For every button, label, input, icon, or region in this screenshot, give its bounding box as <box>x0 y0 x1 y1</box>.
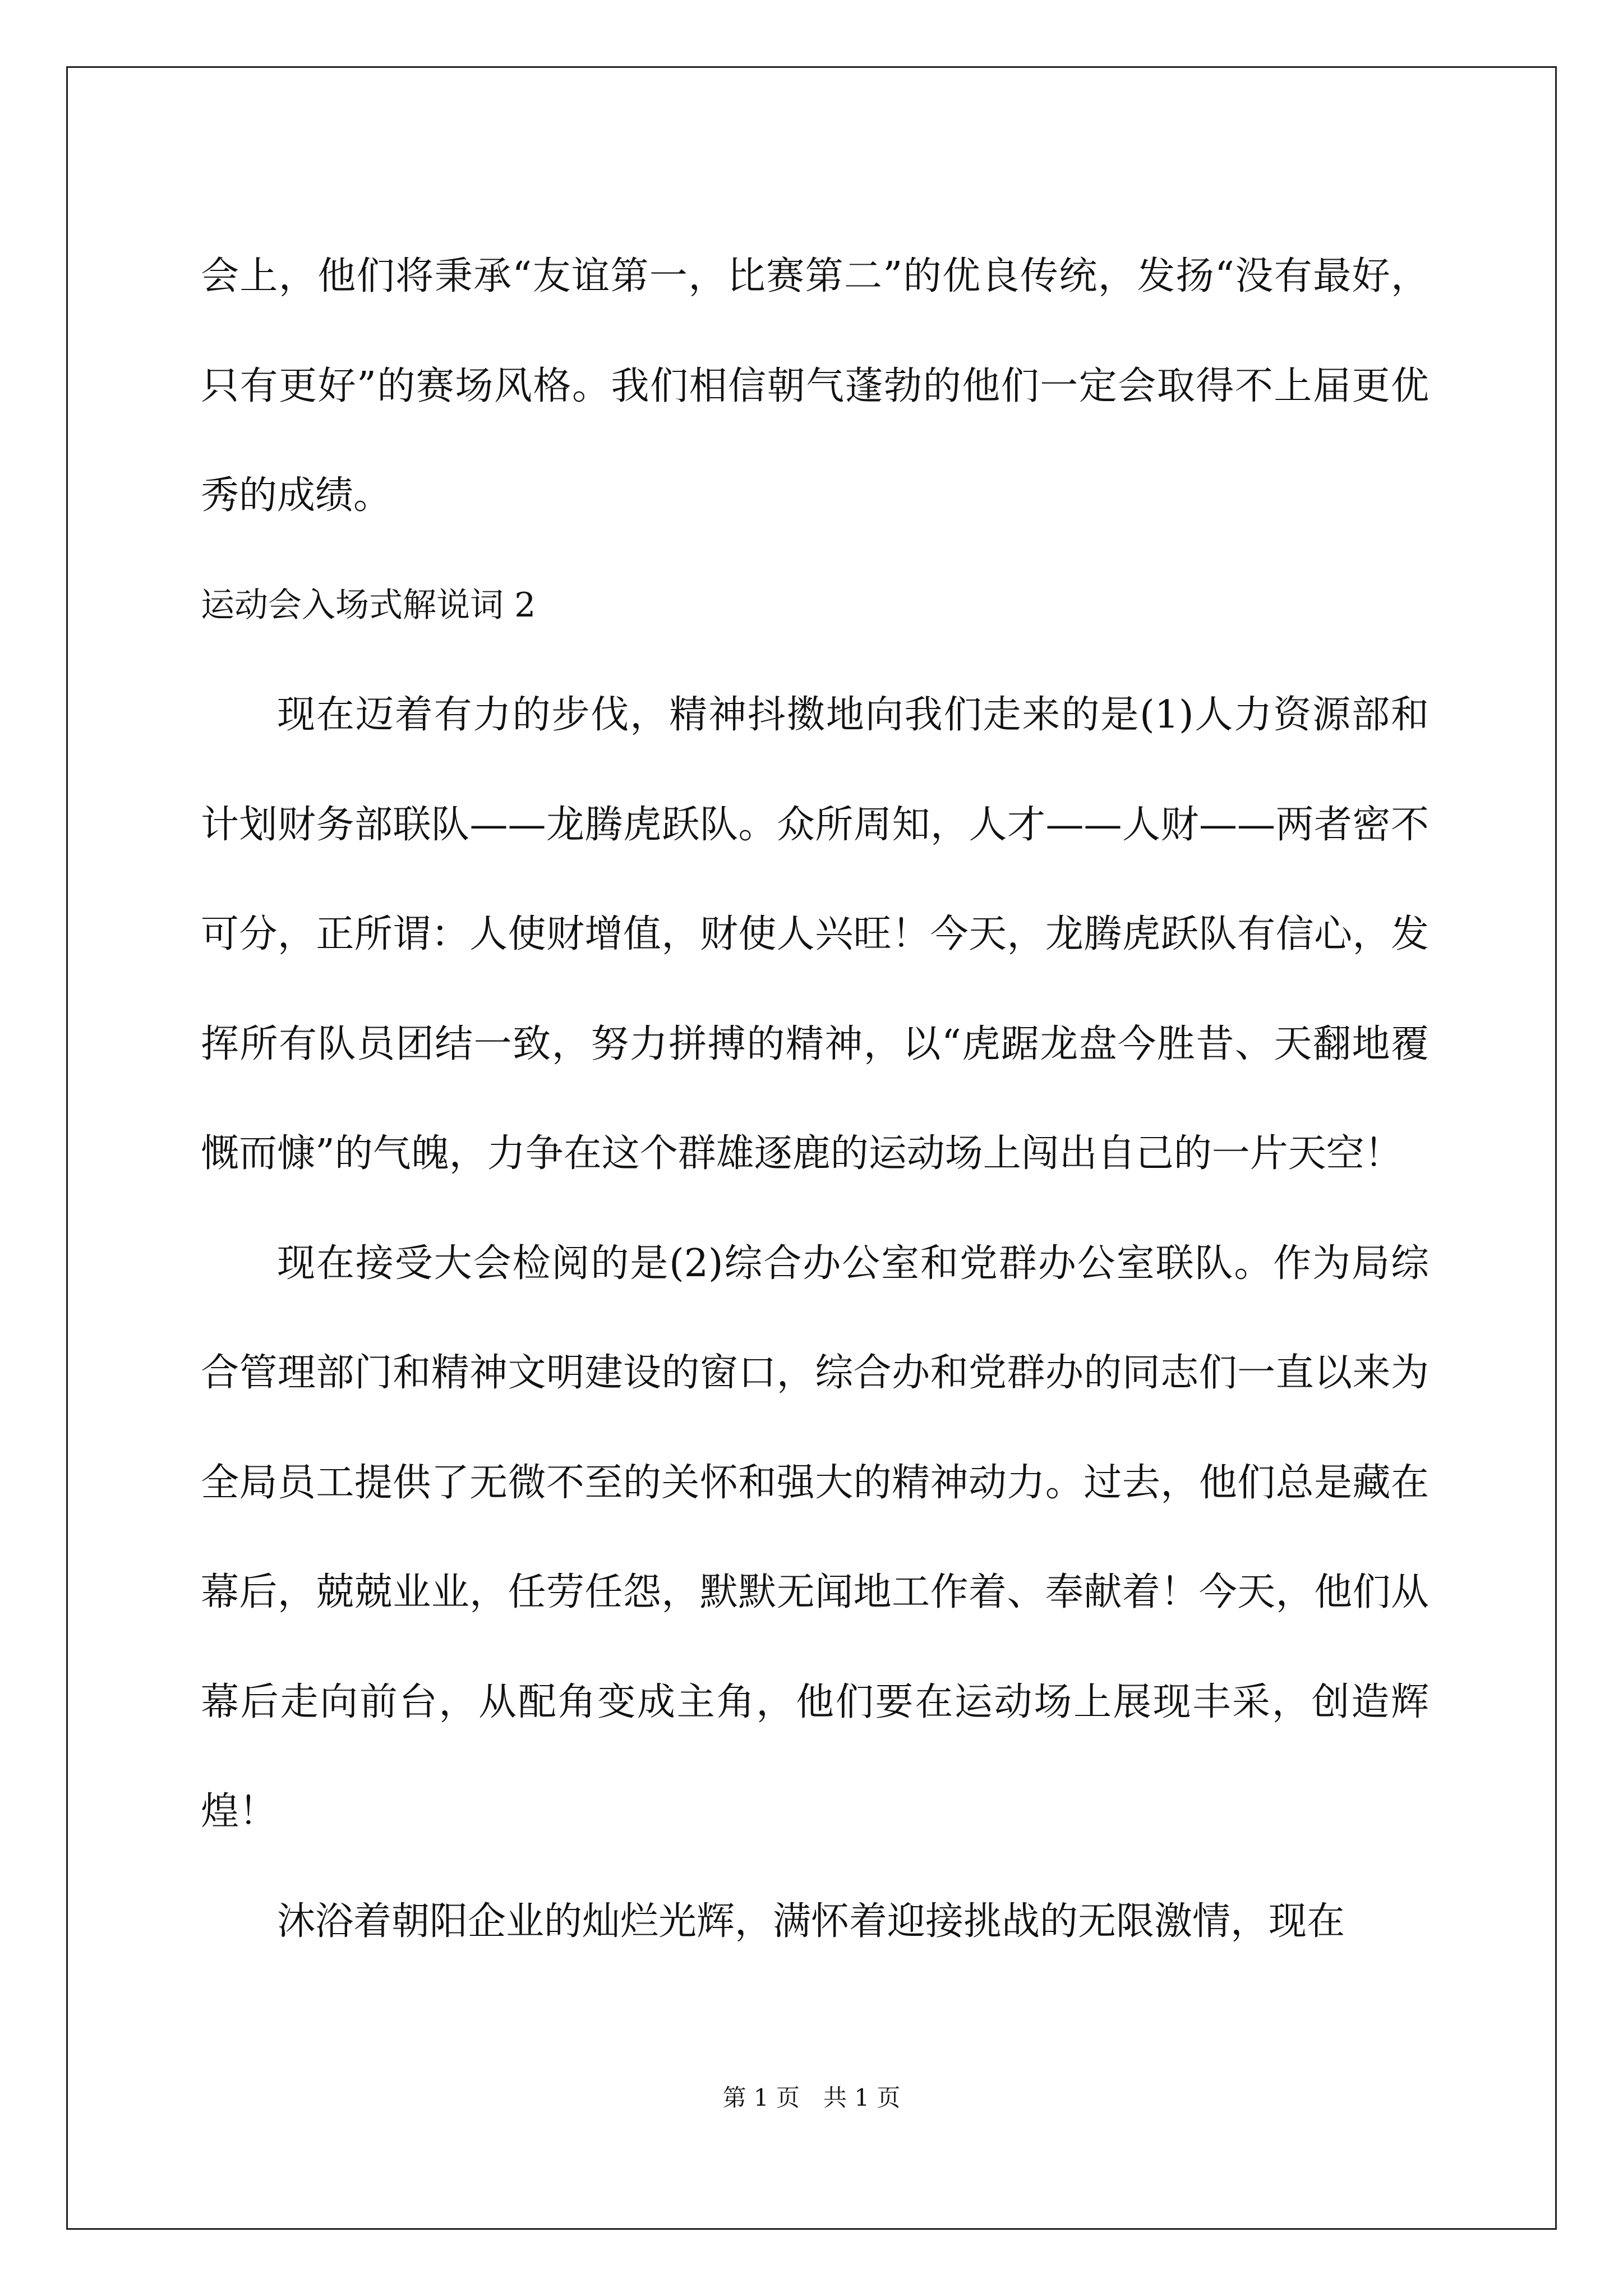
document-body <box>201 222 1429 1976</box>
paragraph-team-1: 现在迈着有力的步伐，精神抖擞地向我们走来的是(1)人力资源部和计划财务部联队——龙腾虎跃队。众所周知，人才——人财——两者密不可分，正所谓：人使财增值，财使人兴旺！今天，龙腾虎跃队有信心，发挥所有队员团结一致，努力拼搏的精神，以“虎踞龙盘今胜昔、天翻地覆慨而慷”的气魄，力争在这个群雄逐鹿的运动场上闯出自己的一片天空！ <box>201 693 1429 1176</box>
page-footer: 第 1 页 共 1 页 <box>722 2084 901 2111</box>
paragraph-team-2: 现在接受大会检阅的是(2)综合办公室和党群办公室联队。作为局综合管理部门和精神文明建设的窗口，综合办和党群办的同志们一直以来为全局员工提供了无微不至的关怀和强大的精神动力。过去，他们总是藏在幕后，兢兢业业，任劳任怨，默默无闻地工作着、奉献着！今天，他们从幕后走向前台，从配角变成主角，他们要在运动场上展现丰采，创造辉煌！ <box>201 1241 1429 1834</box>
section-heading: 运动会入场式解说词 2 <box>201 585 536 625</box>
paragraph-team-3: 沐浴着朝阳企业的灿烂光辉，满怀着迎接挑战的无限激情，现在 <box>277 1899 1345 1944</box>
paragraph-continuation: 会上，他们将秉承“友谊第一，比赛第二”的优良传统，发扬“没有最好，只有更好”的赛场风格。我们相信朝气蓬勃的他们一定会取得不上届更优秀的成绩。 <box>201 254 1429 518</box>
